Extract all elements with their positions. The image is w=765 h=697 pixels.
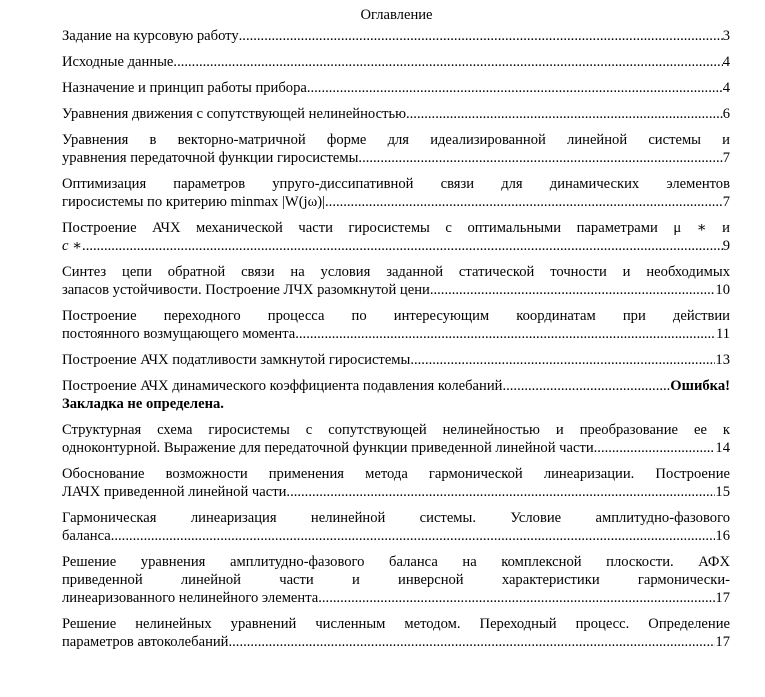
- toc-entry-page: 13: [715, 352, 730, 368]
- toc-entry-line: Структурная схема гиросистемы с сопутствующей нелинейностью и преобразование ее к: [62, 422, 730, 438]
- toc-entry-page: 11: [715, 326, 730, 342]
- toc-entry-line: Решение нелинейных уравнений численным методом. Переходный процесс. Определение: [62, 616, 730, 632]
- toc-entry[interactable]: [62, 27, 730, 45]
- toc-entry-text: c ∗: [62, 238, 83, 254]
- toc-entry-text: линеаризованного нелинейного элемента: [62, 590, 319, 606]
- toc-entry-page: 7: [722, 150, 730, 166]
- toc-entry-line: приведенной линейной части и инверсной характеристики гармонически-: [62, 572, 730, 588]
- toc-entry-text: Построение АЧХ динамического коэффициента подавления колебаний: [62, 378, 503, 394]
- toc-entry-page: 16: [715, 528, 730, 544]
- toc-entry-page: 17: [715, 634, 730, 650]
- toc-entry-text: Уравнения движения с сопутствующей нелинейностью: [62, 106, 406, 122]
- toc-entry-line: Построение переходного процесса по интересующим координатам при действии: [62, 308, 730, 324]
- toc-entry-page: 6: [722, 106, 730, 122]
- toc-entry-text: постоянного возмущающего момента: [62, 326, 296, 342]
- toc-entry-page: 10: [715, 282, 730, 298]
- dot-leader: [594, 439, 716, 457]
- dot-leader: [173, 53, 722, 71]
- toc-entry-page: 14: [715, 440, 730, 456]
- toc-entry[interactable]: [62, 307, 730, 343]
- dot-leader: [502, 377, 670, 395]
- toc-entry-page: 15: [715, 484, 730, 500]
- toc-entry-page: 9: [722, 238, 730, 254]
- dot-leader: [318, 589, 715, 607]
- toc-entry-page: 7: [722, 194, 730, 210]
- toc-entry[interactable]: [62, 351, 730, 369]
- toc-entry-page: 4: [722, 80, 730, 96]
- toc-entry-text: Назначение и принцип работы прибора: [62, 80, 307, 96]
- toc-entry-text: Построение АЧХ податливости замкнутой гиросистемы: [62, 352, 411, 368]
- dot-leader: [229, 633, 716, 651]
- toc-entry-text: Исходные данные: [62, 54, 174, 70]
- dot-leader: [307, 79, 723, 97]
- dot-leader: [286, 483, 715, 501]
- dot-leader: [358, 149, 722, 167]
- dot-leader: [239, 27, 723, 45]
- toc-entry-line: Обоснование возможности применения метода гармонической линеаризации. Построение: [62, 466, 730, 482]
- toc-title: Оглавление: [360, 7, 433, 23]
- toc-entry[interactable]: [62, 615, 730, 651]
- toc-entry-text: уравнения передаточной функции гиросистемы: [62, 150, 359, 166]
- dot-leader: [111, 527, 716, 545]
- dot-leader: [295, 325, 716, 343]
- toc-entry[interactable]: [62, 105, 730, 123]
- toc-entry-page: 3: [722, 28, 730, 44]
- toc-entry[interactable]: [62, 553, 730, 607]
- dot-leader: [410, 351, 715, 369]
- toc-entry-line: Построение АЧХ механической части гиросистемы с оптимальными параметрами μ ∗ и: [62, 220, 730, 236]
- toc-entry[interactable]: [62, 79, 730, 97]
- toc-entry-line: Оптимизация параметров упруго-диссипативной связи для динамических элементов: [62, 176, 730, 192]
- toc-entry-page: 17: [715, 590, 730, 606]
- dot-leader: [82, 237, 723, 255]
- toc-entry[interactable]: [62, 175, 730, 211]
- table-of-contents: [62, 27, 730, 659]
- toc-entry[interactable]: [62, 377, 730, 413]
- toc-entry-line: Уравнения в векторно-матричной форме для идеализированной линейной системы и: [62, 132, 730, 148]
- toc-entry-text: одноконтурной. Выражение для передаточной функции приведенной линейной части: [62, 440, 594, 456]
- toc-entry-page: 4: [722, 54, 730, 70]
- toc-entry-text: баланса: [62, 528, 111, 544]
- toc-entry-line: Решение уравнения амплитудно-фазового баланса на комплексной плоскости. АФХ: [62, 554, 730, 570]
- toc-entry[interactable]: [62, 421, 730, 457]
- toc-entry-line: Синтез цепи обратной связи на условия заданной статической точности и необходимых: [62, 264, 730, 280]
- toc-entry[interactable]: [62, 53, 730, 71]
- dot-leader: [406, 105, 723, 123]
- toc-entry[interactable]: [62, 465, 730, 501]
- toc-entry-text: гиросистемы по критерию minmax |W(jω)|: [62, 194, 326, 210]
- toc-entry-text: Задание на курсовую работу: [62, 28, 239, 44]
- toc-entry[interactable]: [62, 509, 730, 545]
- toc-entry-text: ЛАЧХ приведенной линейной части: [62, 484, 287, 500]
- toc-entry[interactable]: [62, 131, 730, 167]
- toc-entry-error: Ошибка!: [670, 378, 730, 394]
- toc-entry-line: Гармоническая линеаризация нелинейной системы. Условие амплитудно-фазового: [62, 510, 730, 526]
- toc-entry-text: параметров автоколебаний: [62, 634, 229, 650]
- toc-entry-error-line: Закладка не определена.: [62, 396, 224, 412]
- toc-entry[interactable]: [62, 263, 730, 299]
- dot-leader: [325, 193, 723, 211]
- toc-entry-text: запасов устойчивости. Построение ЛЧХ разомкнутой цени: [62, 282, 430, 298]
- toc-entry[interactable]: [62, 219, 730, 255]
- dot-leader: [430, 281, 716, 299]
